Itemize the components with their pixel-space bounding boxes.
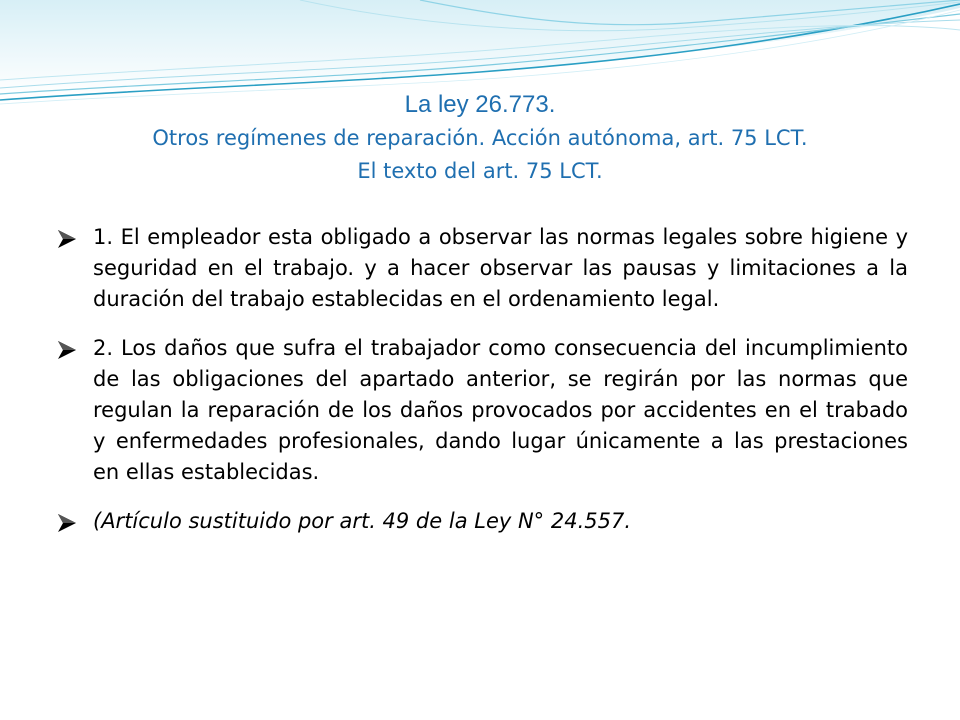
bullet-text-1: 1. El empleador esta obligado a observar las normas legales sobre higiene y seguridad en el trabajo. y a hacer observar las pausas y limitaciones a la duración del trabajo establecidas en el ordenamiento legal. xyxy=(93,225,908,311)
bullet-item-1 xyxy=(56,222,908,315)
arrowhead-bullet-icon xyxy=(56,228,78,250)
bullet-item-2 xyxy=(56,333,908,488)
bullet-list xyxy=(56,222,908,555)
arrowhead-bullet-icon xyxy=(56,339,78,361)
bullet-item-3 xyxy=(56,506,908,537)
title-block xyxy=(0,88,960,188)
bullet-text-2: 2. Los daños que sufra el trabajador como consecuencia del incumplimiento de las obligaciones del apartado anterior, se regirán por las normas que regulan la reparación de los daños provocados por accidentes en el trabado y enfermedades profesionales, dando lugar únicamente a las prestaciones en ellas establecidas. xyxy=(93,336,908,484)
title-line-3: El texto del art. 75 LCT. xyxy=(357,159,603,183)
title-line-1: La ley 26.773. xyxy=(404,91,556,118)
title-line-2: Otros regímenes de reparación. Acción autónoma, art. 75 LCT. xyxy=(152,126,808,150)
bullet-text-3: (Artículo sustituido por art. 49 de la Ley N° 24.557. xyxy=(93,509,632,533)
arrowhead-bullet-icon xyxy=(56,512,78,534)
